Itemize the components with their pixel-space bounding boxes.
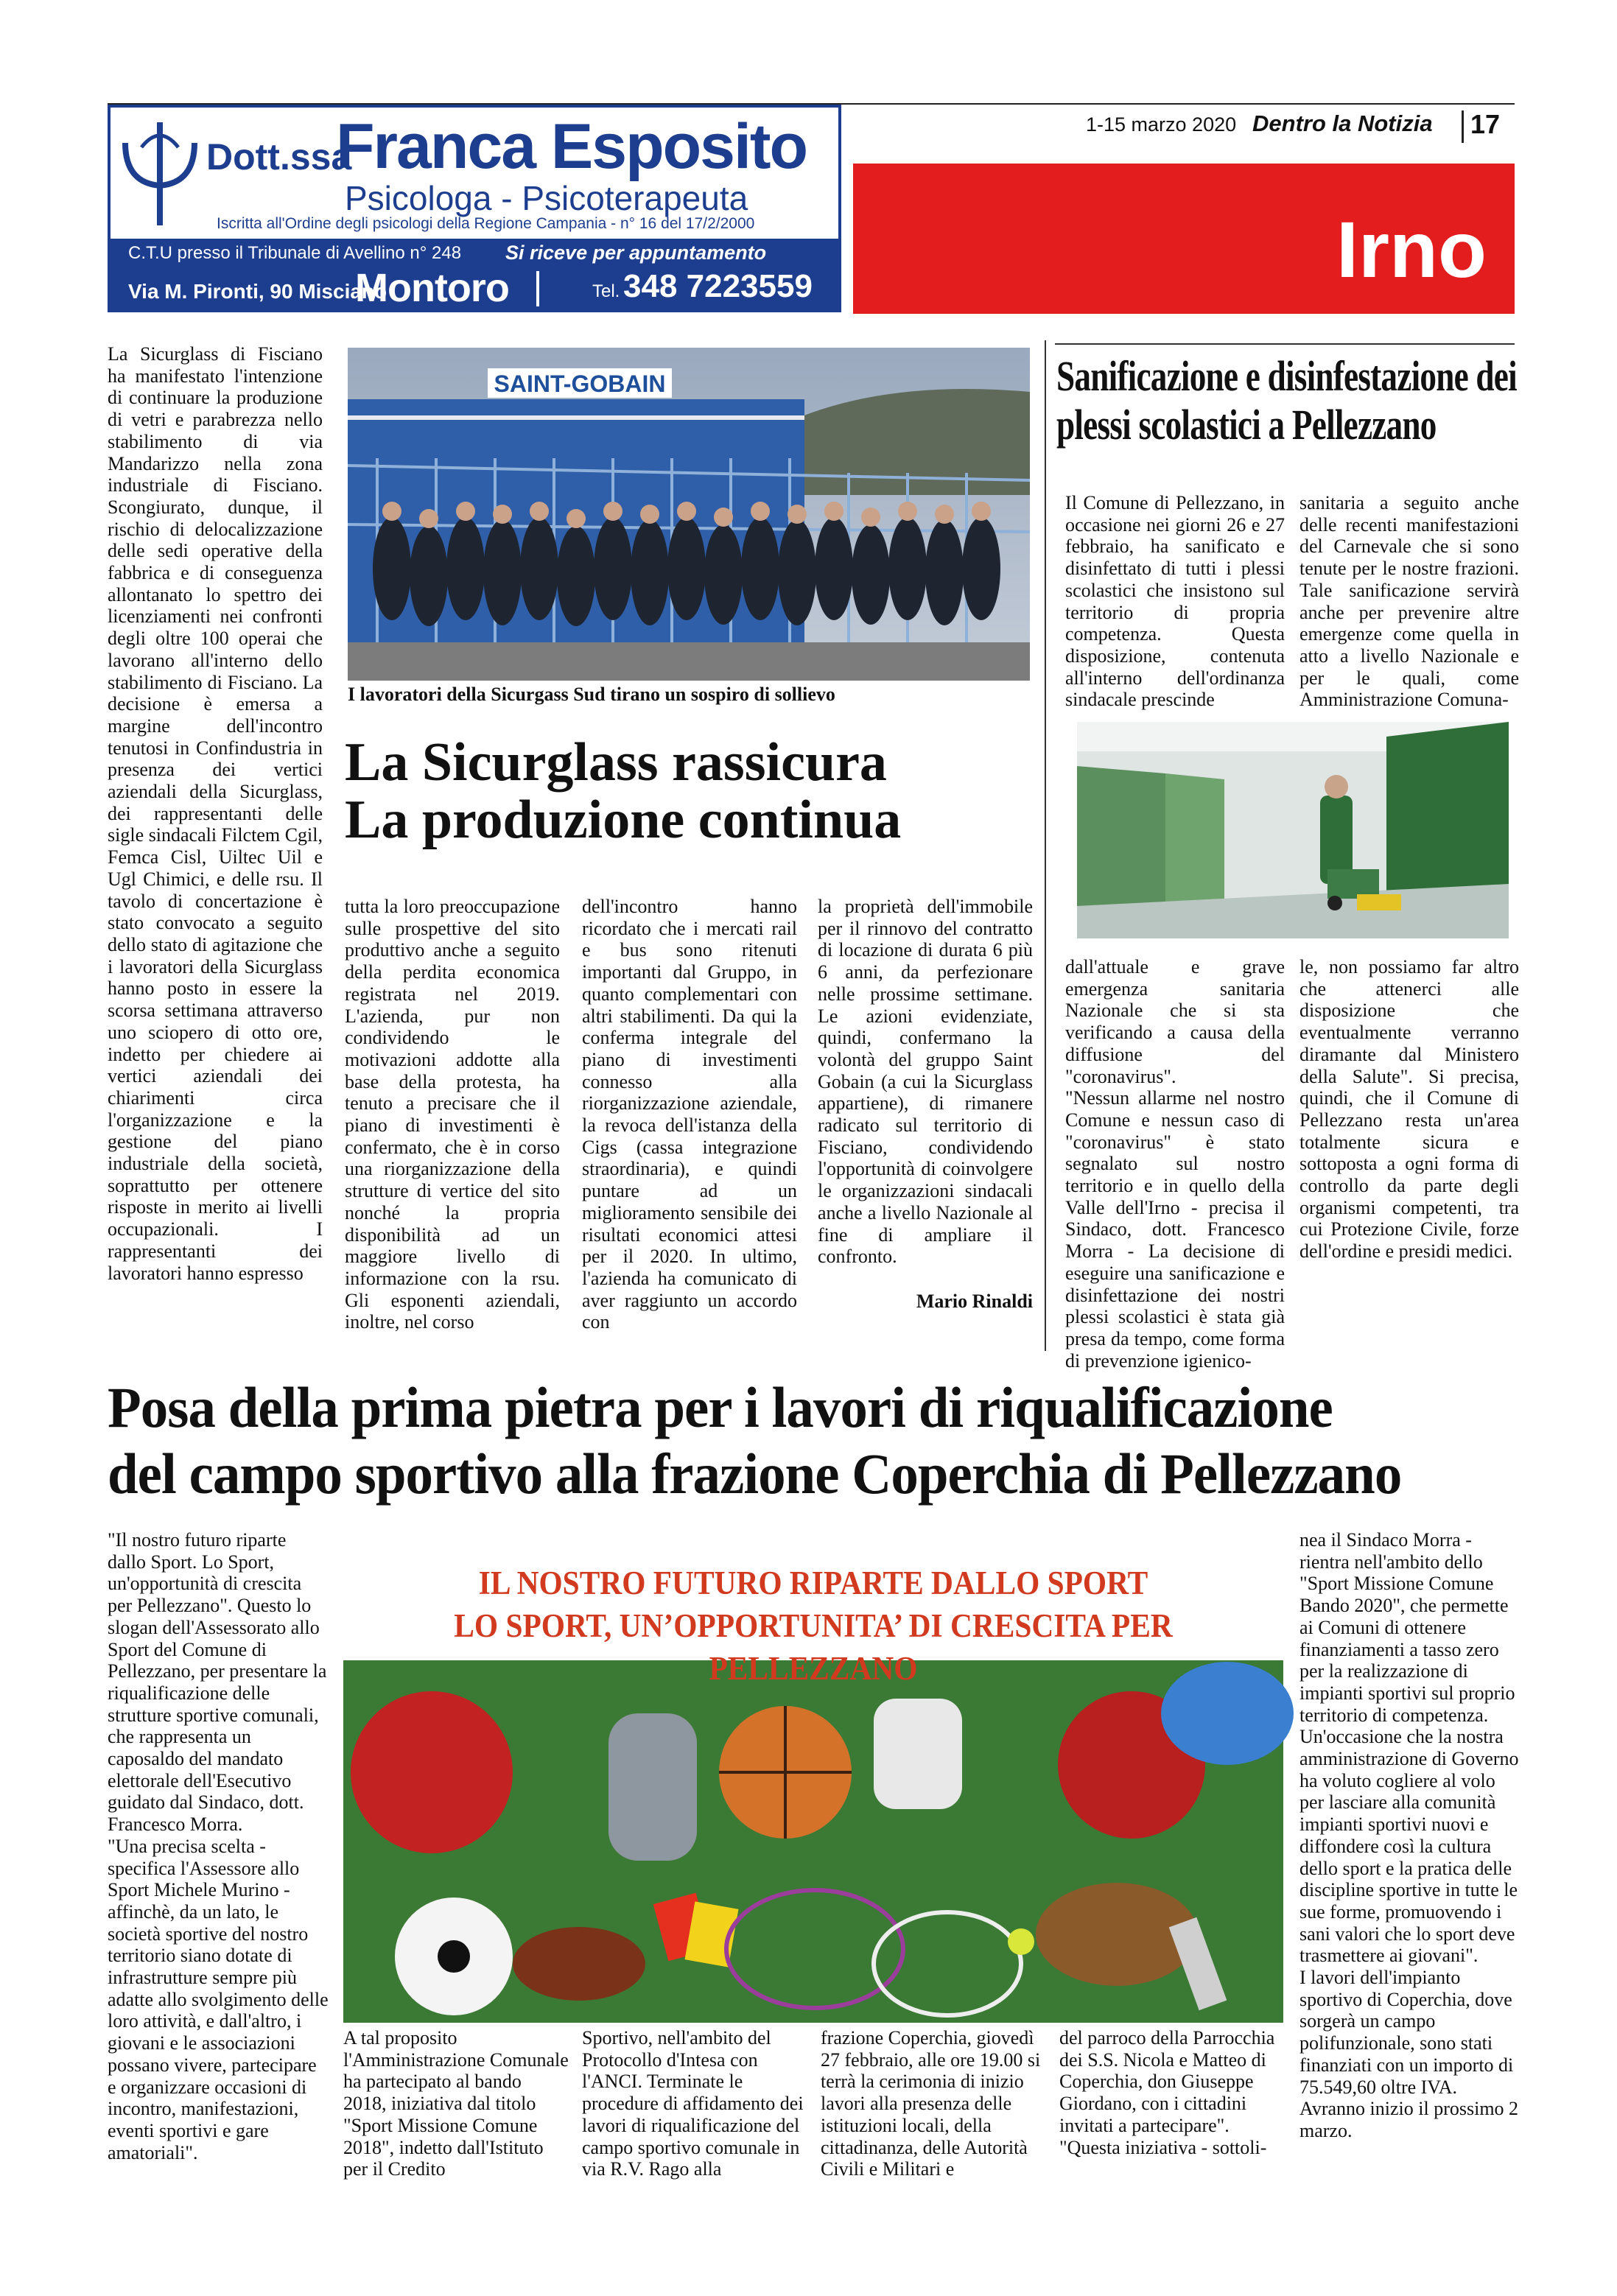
article2-col1-bottom: dall'attuale e grave emergenza sanitaria Nazionale che si sta verificando a causa della diffusione del "coronavirus". "Nessun allarme nel nostro Comune e nessun caso di "coronavirus" è stato segnalato sul nostro territorio e in quello della Valle dell'Irno - precisa il Sindaco, dott. Francesco Morra - La decisione di eseguire una sanificazione e disinfettazione dei nostri plessi scolastici è stata già presa da tempo, come forma di prevenzione igienico- bbox=[1065, 956, 1285, 1372]
article1-headline-line2: La produzione continua bbox=[345, 790, 902, 850]
advertisement-box bbox=[108, 105, 841, 312]
ad-address: Via M. Pironti, 90 Misciano bbox=[128, 280, 387, 303]
article3-col-left: "Il nostro futuro riparte dallo Sport. Lo Sport, un'opportunità di crescita per Pellezzano". Questo lo slogan dell'Assessorato allo Sport del Comune di Pellezzano, per presentare la riqualificazione delle strutture sportive comunali, che rappresenta un caposaldo del mandato elettorale dell'Esecutivo guidato dal Sindaco, dott. Francesco Morra. "Una precisa scelta - specifica l'Assessore allo Sport Michele Murino - affinchè, da un lato, le società sportive del nostro territorio siano dotate di infrastrutture sempre più adatte allo svolgimento delle loro attività, e dall'altro, i giovani e le associazioni possano vivere, partecipare e organizzare occasioni di incontro, manifestazioni, eventi sportivi e gare amatoriali". bbox=[108, 1529, 329, 2163]
banner-line2: LO SPORT, UN’OPPORTUNITA’ DI CRESCITA PER PELLEZZANO bbox=[454, 1607, 1173, 1687]
article2-rule bbox=[1055, 343, 1515, 345]
photo-sign-text: SAINT-GOBAIN bbox=[494, 371, 666, 397]
ad-registration: Iscritta all'Ordine degli psicologi della Regione Campania - n° 16 del 17/2/2000 bbox=[217, 215, 755, 232]
article1-col4: la proprietà dell'immobile per il rinnovo del contratto di locazione di durata 6 più 6 anni, da perfezionare nelle prossime settimane. Le azioni evidenziate, quindi, confermano la volontà del gruppo Saint Gobain (a cui la Sicurglass appartiene), di rimanere radicato sul territorio di Fisciano, condividendo l'opportunità di coinvolgere le organizzazioni sindacali anche a livello Nazionale al fine di ampliare il confronto. bbox=[818, 896, 1033, 1268]
psi-logo-icon bbox=[119, 118, 200, 228]
ad-title-prefix: Dott.ssa bbox=[206, 136, 352, 178]
article1-col1: La Sicurglass di Fisciano ha manifestato l'intenzione di continuare la produzione di vetri e parabrezza nello stabilimento di via Mandarizzo nella zona industriale di Fisciano. Scongiurato, dunque, il rischio di delocalizzazione delle sedi operative della fabbrica e di conseguenza allontanato lo spettro dei licenziamenti nei confronti degli oltre 100 operai che lavorano all'interno dello stabilimento di Fisciano. La decisione è emersa a margine dell'incontro tenutosi in Confindustria in presenza dei vertici aziendali della Sicurglass, dei rappresentanti delle sigle sindacali Filctem Cgil, Femca Cisl, Uiltec Uil e Ugl Chimici, e delle rsu. Il tavolo di concertazione è stato convocato a seguito dello stato di agitazione che i lavoratori della Sicurglass hanno posto in essere la scorsa settimana attraverso uno sciopero di otto ore, indetto per chiedere ai vertici aziendali dei chiarimenti circa l'organizzazione e la gestione del piano industriale della società, soprattutto per ottenere risposte in merito ai livelli occupazionali. I rappresentanti dei lavoratori hanno espresso bbox=[108, 343, 323, 1284]
column-divider bbox=[1045, 340, 1046, 1351]
article3-headline bbox=[108, 1375, 1459, 1507]
page-number: 17 bbox=[1470, 109, 1501, 139]
photo-sports-equipment bbox=[343, 1551, 1283, 2023]
article2-headline bbox=[1056, 352, 1517, 449]
article2-col2-bottom: le, non possiamo far altro che attenerci alle disposizione che eventualmente verranno diramante dal Ministero della Salute". Si precisa, quindi, che il Comune di Pellezzano resta un'area totalmente sicura e sottoposta a ogni forma di controllo da parte degli organismi competenti, tra cui Protezione Civile, forze dell'ordine e presidi medici. bbox=[1299, 956, 1519, 1263]
ad-role: Psicologa - Psicoterapeuta bbox=[345, 179, 748, 217]
photo-caption: I lavoratori della Sicurgass Sud tirano un sospiro di sollievo bbox=[348, 684, 835, 705]
issue-date: 1-15 marzo 2020 bbox=[1086, 113, 1237, 136]
ad-tel-label: Tel. bbox=[592, 281, 620, 301]
article1-author: Mario Rinaldi bbox=[916, 1291, 1033, 1312]
photo-sanitization bbox=[1077, 722, 1509, 938]
ad-contact-bar bbox=[111, 239, 838, 309]
photo-workers-image bbox=[348, 348, 1030, 681]
section-band bbox=[853, 164, 1515, 314]
article1-col2: tutta la loro preoccupazione sulle prospettive del sito produttivo anche a seguito della perdita economica registrata nel 2019. L'azienda, pur non condividendo le motivazioni addotte alla base della protesta, ha tenuto a precisare che il piano di investimenti è confermato, che è in corso una riorganizzazione della strutture di vertice del sito nonché la propria disponibilità ad un maggiore livello di informazione con la rsu. Gli esponenti aziendali, inoltre, nel corso bbox=[345, 896, 560, 1333]
ad-town: Montoro bbox=[355, 266, 509, 310]
article3-col-b2: Sportivo, nell'ambito del Protocollo d'Intesa con l'ANCI. Terminate le procedure di affidamento dei lavori di riqualificazione del campo sportivo comunale in via R.V. Rago alla bbox=[582, 2027, 804, 2180]
article2-headline-line2: plessi scolastici a Pellezzano bbox=[1056, 401, 1437, 449]
header-divider bbox=[1462, 110, 1464, 143]
article2-col2-top: sanitaria a seguito anche delle recenti manifestazioni del Carnevale che si sono tenute per le nostre frazioni. Tale sanificazione servirà anche per prevenire altre emergenze come quella in atto a livello Nazionale e per le quali, come Amministrazione Comuna- bbox=[1299, 492, 1519, 711]
paper-name: Dentro la Notizia bbox=[1252, 110, 1433, 136]
article1-headline bbox=[345, 734, 901, 849]
ad-phone: 348 7223559 bbox=[623, 268, 813, 304]
article2-headline-line1: Sanificazione e disinfestazione dei bbox=[1056, 352, 1517, 400]
photo-workers bbox=[348, 348, 1030, 681]
ad-name: Franca Esposito bbox=[336, 111, 807, 182]
banner-line1: IL NOSTRO FUTURO RIPARTE DALLO SPORT bbox=[478, 1565, 1148, 1601]
article3-col-b1: A tal proposito l'Amministrazione Comunale ha partecipato al bando 2018, iniziativa dal titolo "Sport Missione Comune 2018", indetto dall'Istituto per il Credito bbox=[343, 2027, 569, 2180]
article3-headline-line2: del campo sportivo alla frazione Coperchia di Pellezzano bbox=[108, 1442, 1402, 1506]
ad-ctu: C.T.U presso il Tribunale di Avellino n° 248 bbox=[128, 243, 462, 263]
ad-appointment: Si riceve per appuntamento bbox=[505, 242, 767, 264]
article1-col3: dell'incontro hanno ricordato che i mercati rail e bus sono ritenuti importanti dal Gruppo, in quanto complementari con altri stabilimenti. Da qui la conferma integrale del piano di investimenti connesso alla riorganizzazione aziendale, la revoca dell'istanza della Cigs (cassa integrazione straordinaria), e quindi puntare ad un miglioramento sensibile dei risultati economici attesi per il 2020. In ultimo, l'azienda ha comunicato di aver raggiunto un accordo con bbox=[582, 896, 797, 1333]
ad-divider bbox=[536, 271, 539, 306]
article3-col-b3: frazione Coperchia, giovedì 27 febbraio, alle ore 19.00 si terrà la cerimonia di inizio lavori alla presenza delle istituzioni locali, della cittadinanza, delle Autorità Civili e Militari e bbox=[821, 2027, 1041, 2180]
article3-col-b4: del parroco della Parrocchia dei S.S. Nicola e Matteo di Coperchia, don Giuseppe Giordano, con i cittadini invitati a partecipare". "Questa iniziativa - sottoli- bbox=[1059, 2027, 1275, 2158]
article2-col1-top: Il Comune di Pellezzano, in occasione nei giorni 26 e 27 febbraio, ha sanificato e disinfettato di tutti i plessi scolastici che insistono sul territorio di propria competenza. Questa disposizione, contenuta all'interno dell'ordinanza sindacale prescinde bbox=[1065, 492, 1285, 711]
article3-col-right: nea il Sindaco Morra - rientra nell'ambito dello "Sport Missione Comune Bando 2020", che permette ai Comuni di ottenere finanziamenti a tasso zero per la realizzazione di impianti sportivi sul proprio territorio di competenza. Un'occasione che la nostra amministrazione di Governo ha voluto cogliere al volo per lasciare alla comunità impianti sportivi nuovi e diffondere così la cultura dello sport e la pratica delle discipline sportive in tutte le sue forme, promuovendo i sani valori che lo sport deve trasmettere ai giovani". I lavori dell'impianto sportivo di Coperchia, dove sorgerà un campo polifunzionale, sono stati finanziati con un importo di 75.549,60 oltre IVA. Avranno inizio il prossimo 2 marzo. bbox=[1299, 1529, 1519, 2141]
sports-banner bbox=[343, 1551, 1283, 1687]
photo-sanitization-image bbox=[1077, 722, 1509, 938]
article1-headline-line1: La Sicurglass rassicura bbox=[345, 732, 887, 793]
article3-headline-line1: Posa della prima pietra per i lavori di riqualificazione bbox=[108, 1375, 1333, 1439]
section-title: Irno bbox=[1336, 205, 1487, 294]
